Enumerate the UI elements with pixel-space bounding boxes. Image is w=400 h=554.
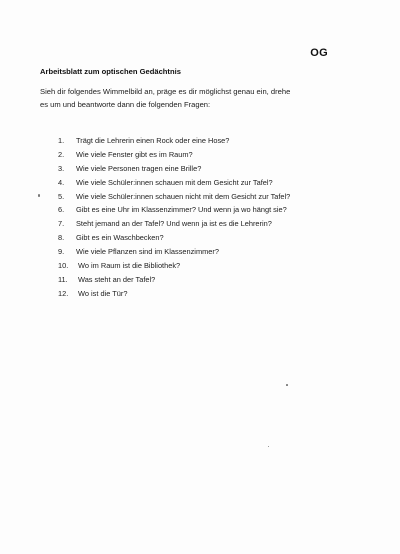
question-item <box>58 176 290 190</box>
question-text: Steht jemand an der Tafel? Und wenn ja ist es die Lehrerin? <box>76 219 272 229</box>
question-number: 3. <box>58 163 65 173</box>
question-text: Trägt die Lehrerin einen Rock oder eine Hose? <box>76 136 230 145</box>
question-text: Wie viele Personen tragen eine Brille? <box>76 163 202 173</box>
question-list <box>58 134 290 301</box>
worksheet-title: Arbeitsblatt zum optischen Gedächtnis <box>40 67 181 76</box>
corner-tag: OG <box>310 47 328 59</box>
question-text: Wie viele Fenster gibt es im Raum? <box>76 149 193 159</box>
question-text: Was steht an der Tafel? <box>78 274 156 284</box>
question-text: Gibt es ein Waschbecken? <box>76 233 164 243</box>
question-item <box>58 287 290 301</box>
question-text: Wie viele Schüler:innen schauen mit dem Gesicht zur Tafel? <box>76 177 273 187</box>
question-item <box>58 245 290 259</box>
question-item <box>58 259 290 273</box>
question-number: 2. <box>58 149 65 159</box>
question-item <box>58 217 290 231</box>
question-text: Wie viele Pflanzen sind im Klassenzimmer? <box>76 247 219 257</box>
question-number: 9. <box>58 247 65 257</box>
question-number: 10. <box>58 261 69 271</box>
question-item <box>58 148 290 162</box>
question-number: 8. <box>58 233 65 243</box>
question-text: Wo im Raum ist die Bibliothek? <box>78 261 181 271</box>
question-item <box>58 162 290 176</box>
intro-line: Sieh dir folgendes Wimmelbild an, präge es dir möglichst genau ein, drehe <box>40 87 291 96</box>
question-text: Wie viele Schüler:innen schauen nicht mit dem Gesicht zur Tafel? <box>76 191 291 201</box>
question-item <box>58 231 290 245</box>
scan-speck <box>38 194 40 197</box>
question-item <box>58 190 290 204</box>
intro-text <box>40 86 360 111</box>
question-number: 11. <box>58 274 68 284</box>
question-number: 7. <box>58 219 65 229</box>
question-text: Wo ist die Tür? <box>78 288 128 298</box>
question-number: 1. <box>58 136 65 145</box>
question-number: 5. <box>58 191 65 201</box>
scan-speck <box>268 446 269 447</box>
question-number: 6. <box>58 205 65 215</box>
scan-speck <box>286 384 288 386</box>
question-number: 12. <box>58 288 69 298</box>
question-item <box>58 273 290 287</box>
question-text: Gibt es eine Uhr im Klassenzimmer? Und wenn ja wo hängt sie? <box>76 205 287 215</box>
question-item <box>58 203 290 217</box>
question-item <box>58 134 290 148</box>
question-number: 4. <box>58 177 65 187</box>
intro-line: es um und beantworte dann die folgenden Fragen: <box>40 99 211 109</box>
